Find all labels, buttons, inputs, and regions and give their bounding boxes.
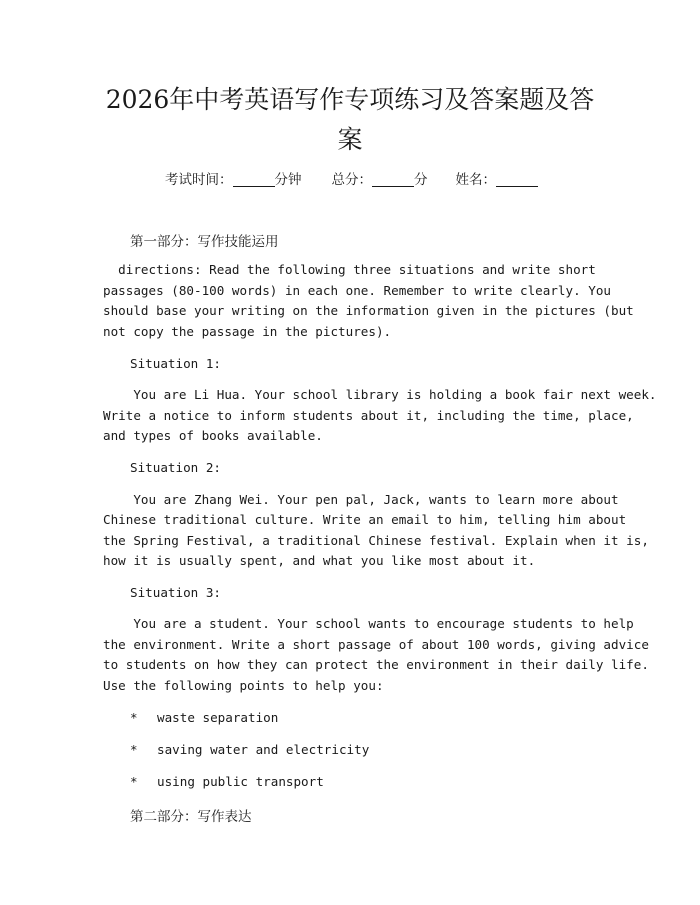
bullet-marker: * — [130, 774, 138, 789]
title-line-2: 案 — [337, 125, 363, 154]
bullet-item: waste separation — [157, 710, 279, 725]
name-label: 姓名： — [455, 172, 496, 188]
part2-heading: 第二部分：写作表达 — [130, 809, 252, 825]
time-label: 考试时间： — [165, 172, 233, 188]
situation-1-line: Write a notice to inform students about it, including the time, place, — [103, 408, 634, 423]
score-label: 总分： — [331, 172, 372, 188]
situation-1-line: You are Li Hua. Your school library is holding a book fair next week. — [103, 387, 657, 402]
time-unit: 分钟 — [274, 172, 302, 188]
situation-2-line: the Spring Festival, a traditional Chinese festival. Explain when it is, — [103, 533, 649, 548]
name-blank[interactable] — [496, 172, 538, 187]
score-unit: 分 — [414, 172, 428, 188]
title-line-1: 2026年中考英语写作专项练习及答案题及答 — [105, 85, 595, 114]
situation-3-line: You are a student. Your school wants to encourage students to help — [103, 616, 634, 631]
bullet-marker: * — [130, 742, 138, 757]
situation-2-line: You are Zhang Wei. Your pen pal, Jack, wants to learn more about — [103, 492, 619, 507]
directions-line: not copy the passage in the pictures). — [103, 324, 392, 339]
directions-line: passages (80-100 words) in each one. Remember to write clearly. You — [103, 283, 611, 298]
time-blank[interactable] — [233, 172, 275, 187]
situation-3-line: Use the following points to help you: — [103, 678, 384, 693]
bullet-item: using public transport — [157, 774, 324, 789]
bullet-marker: * — [130, 710, 138, 725]
situation-3-line: the environment. Write a short passage of about 100 words, giving advice — [103, 637, 649, 652]
directions-line: directions: Read the following three situations and write short — [103, 262, 596, 277]
situation-1-line: and types of books available. — [103, 428, 323, 443]
part1-heading: 第一部分：写作技能运用 — [130, 234, 279, 250]
page-title — [95, 80, 605, 160]
situation-2-line: Chinese traditional culture. Write an email to him, telling him about — [103, 512, 627, 527]
directions-line: should base your writing on the information given in the pictures (but — [103, 303, 634, 318]
score-blank[interactable] — [372, 172, 414, 187]
situation-3-label: Situation 3: — [130, 585, 221, 600]
situation-2-label: Situation 2: — [130, 460, 221, 475]
situation-1-label: Situation 1: — [130, 356, 221, 371]
situation-2-line: how it is usually spent, and what you like most about it. — [103, 553, 536, 568]
exam-info — [165, 168, 538, 188]
situation-3-line: to students on how they can protect the environment in their daily life. — [103, 657, 649, 672]
bullet-item: saving water and electricity — [157, 742, 370, 757]
